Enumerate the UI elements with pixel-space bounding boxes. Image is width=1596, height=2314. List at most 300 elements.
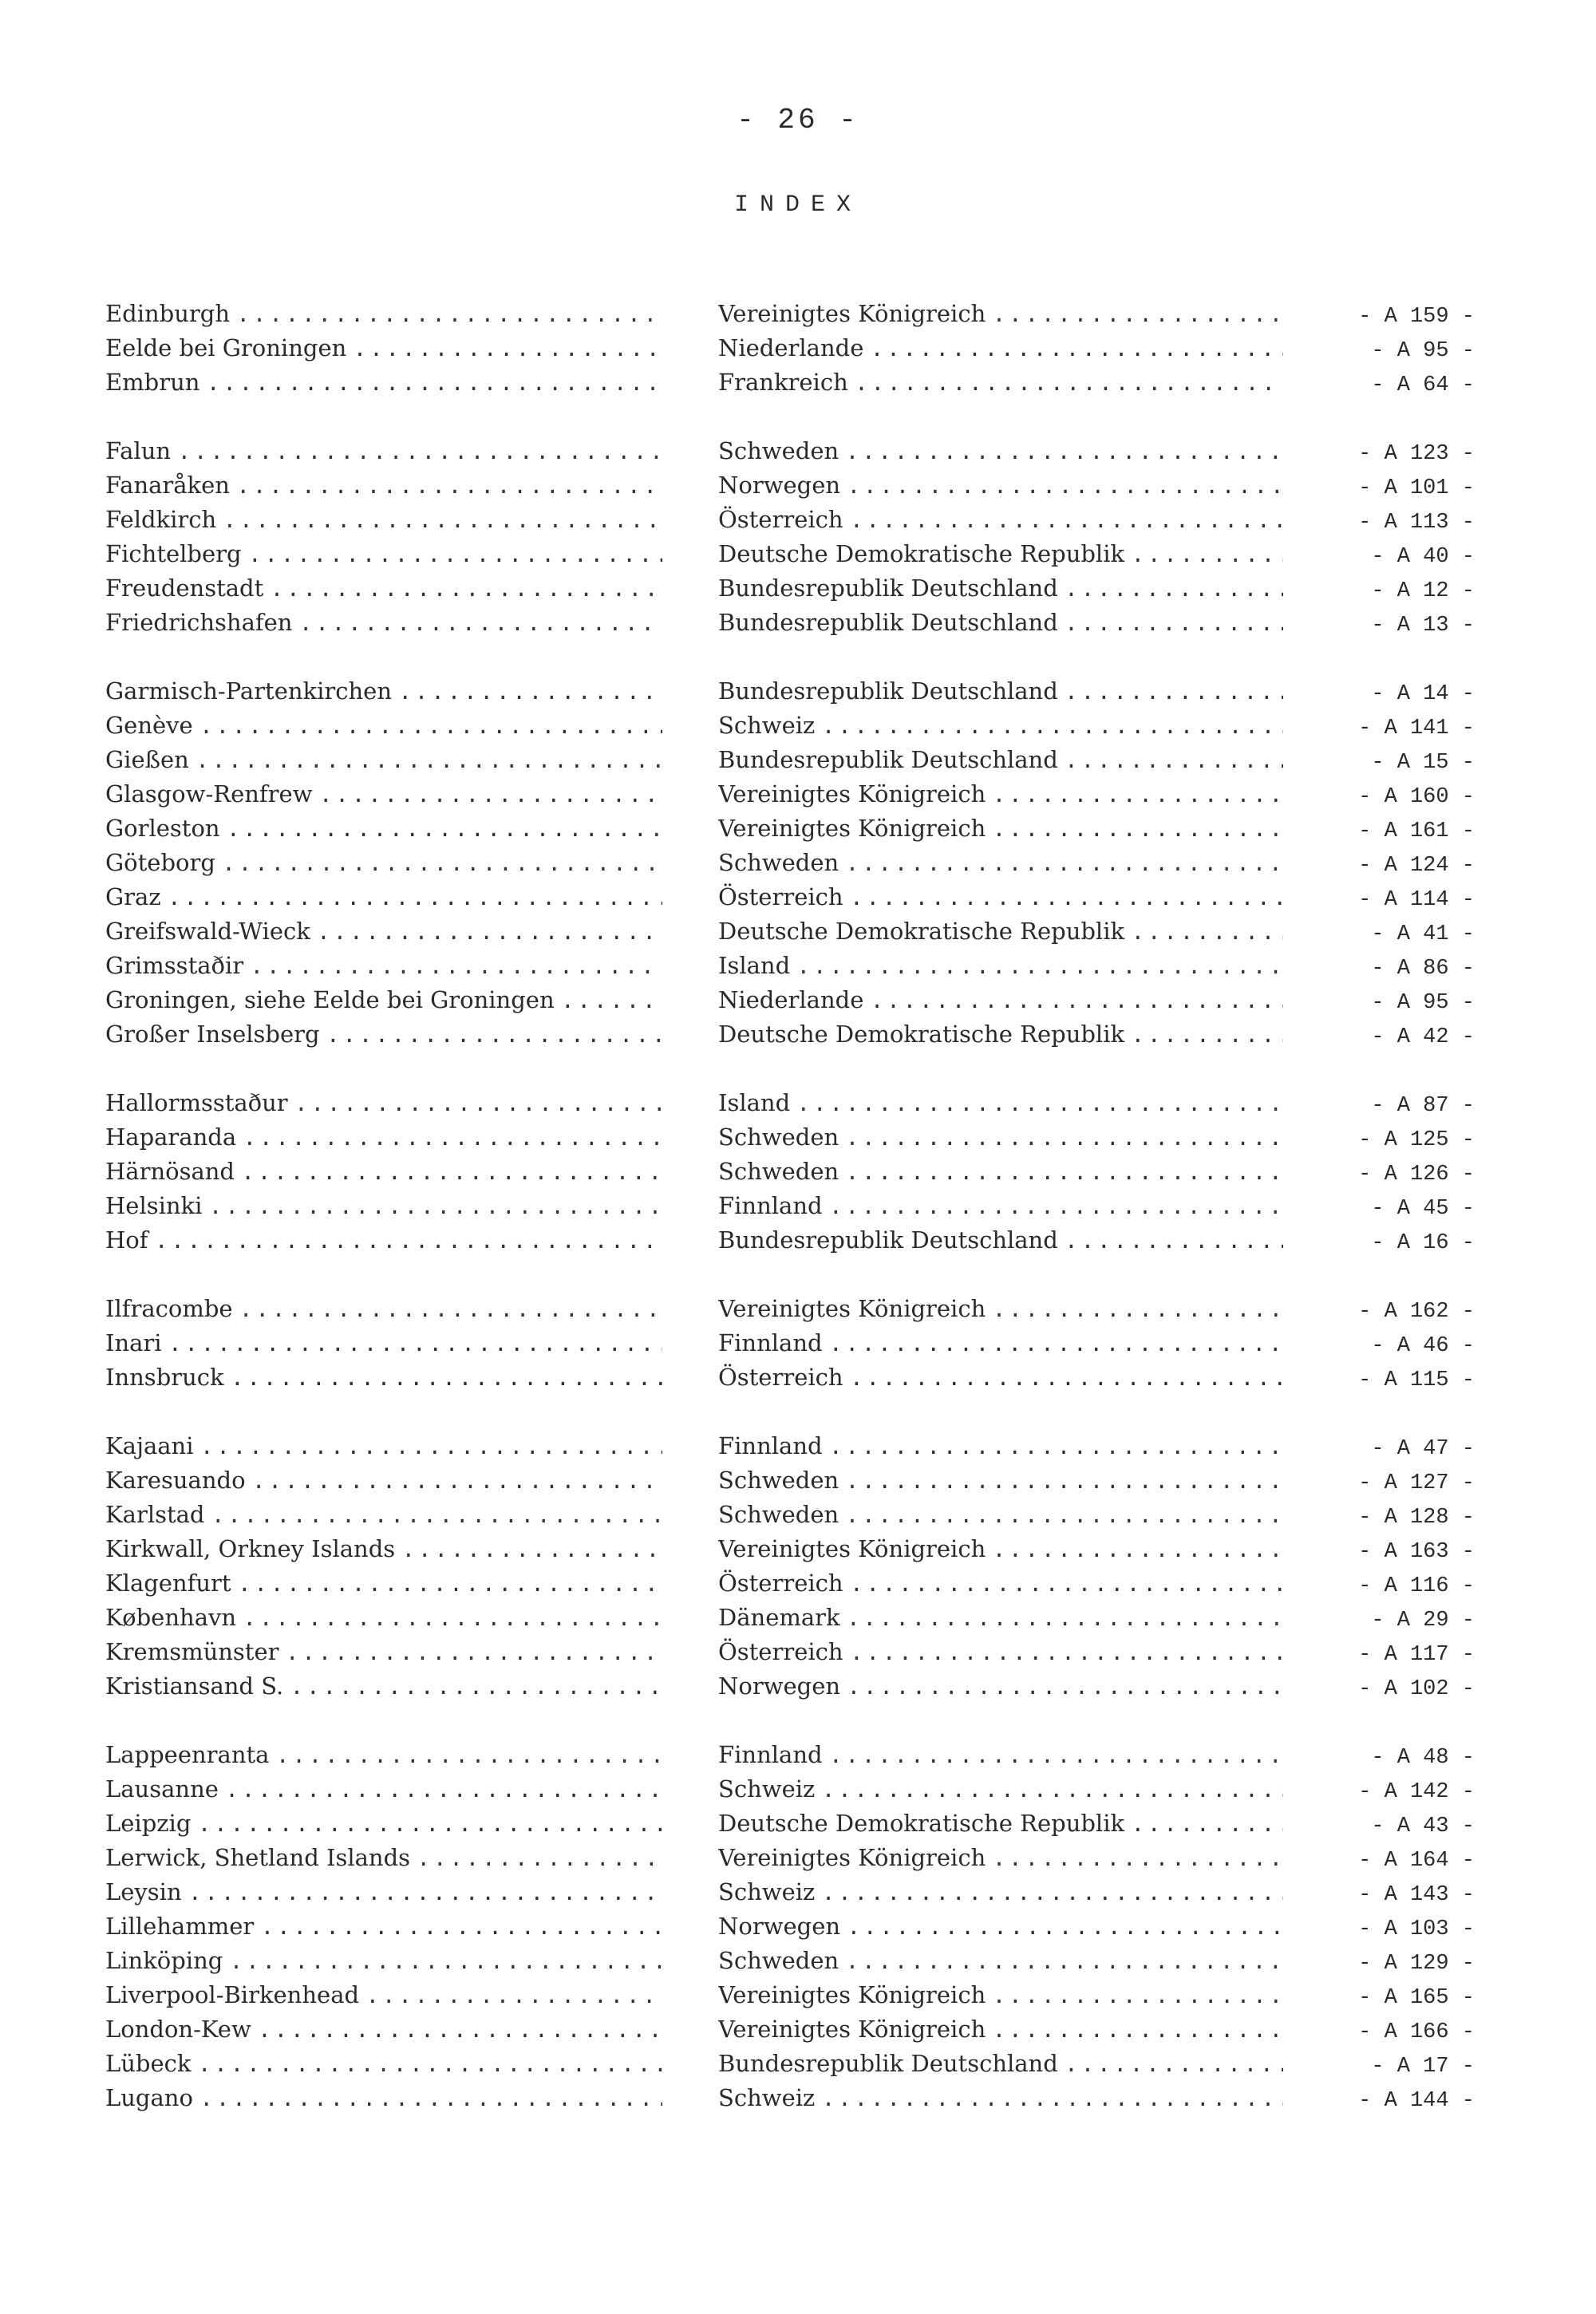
station-code: - A 95 -: [1371, 339, 1475, 363]
dot-leader: [855, 367, 1283, 401]
station-code: - A 144 -: [1358, 2089, 1475, 2113]
dot-leader: [1065, 676, 1283, 710]
dot-leader: [992, 298, 1283, 333]
country-name: Bundesrepublik Deutschland: [718, 2050, 1058, 2077]
index-row: [105, 1429, 1510, 1463]
station-code: - A 29 -: [1371, 1609, 1475, 1633]
index-row: [105, 983, 1510, 1017]
place-name: Edinburgh: [105, 300, 231, 327]
dot-leader: [208, 1191, 662, 1225]
country-cell: [718, 674, 1301, 710]
station-code: - A 163 -: [1358, 1540, 1475, 1564]
station-code: - A 95 -: [1371, 991, 1475, 1015]
place-name: Glasgow-Renfrew: [105, 780, 313, 808]
place-cell: [105, 1189, 680, 1225]
country-cell: [718, 983, 1301, 1019]
place-name: Lausanne: [105, 1775, 219, 1803]
country-cell: [718, 1223, 1301, 1259]
dot-leader: [188, 1877, 662, 1911]
place-name: Liverpool-Birkenhead: [105, 1981, 360, 2008]
country-cell: [718, 1978, 1301, 2014]
dot-leader: [319, 779, 662, 813]
station-code: - A 45 -: [1371, 1197, 1475, 1221]
station-code: - A 103 -: [1358, 1917, 1475, 1941]
country-name: Deutsche Demokratische Republik: [718, 1810, 1125, 1837]
dot-leader: [845, 847, 1283, 882]
dot-leader: [1065, 744, 1283, 779]
place-cell: [105, 571, 680, 607]
country-name: Finnland: [718, 1329, 823, 1356]
place-name: Klagenfurt: [105, 1570, 231, 1597]
place-name: Karlstad: [105, 1501, 205, 1528]
country-cell: [718, 1189, 1301, 1225]
country-name: Schweden: [718, 849, 839, 876]
place-cell: [105, 1360, 680, 1396]
station-code: - A 43 -: [1371, 1814, 1475, 1838]
dot-leader: [250, 950, 662, 985]
place-name: Feldkirch: [105, 506, 217, 533]
index-row: [105, 2012, 1510, 2047]
station-code: - A 124 -: [1358, 854, 1475, 878]
index-row: [105, 709, 1510, 743]
place-name: Kristiansand S.: [105, 1672, 284, 1700]
place-cell: [105, 983, 680, 1019]
station-code: - A 41 -: [1371, 922, 1475, 946]
dot-leader: [168, 882, 662, 916]
station-code: - A 14 -: [1371, 682, 1475, 706]
country-cell: [718, 880, 1301, 916]
dot-leader: [229, 1945, 662, 1980]
place-cell: [105, 846, 680, 882]
place-cell: [105, 1429, 680, 1465]
dot-leader: [200, 710, 662, 744]
place-name: Falun: [105, 437, 172, 464]
index-row: [105, 1841, 1510, 1875]
place-cell: [105, 1669, 680, 1705]
station-code: - A 141 -: [1358, 717, 1475, 740]
place-name: Kajaani: [105, 1432, 194, 1459]
dot-leader: [353, 333, 662, 367]
place-name: Hof: [105, 1226, 148, 1254]
index-row: [105, 1326, 1510, 1360]
place-name: København: [105, 1604, 237, 1631]
country-name: Schweden: [718, 1158, 839, 1185]
country-name: Schweden: [718, 1947, 839, 1974]
country-cell: [718, 1669, 1301, 1705]
station-code: - A 15 -: [1371, 751, 1475, 775]
dot-leader: [200, 2083, 662, 2117]
dot-leader: [243, 1602, 662, 1637]
dot-leader: [243, 1122, 662, 1156]
place-name: Karesuando: [105, 1467, 246, 1494]
place-cell: [105, 1601, 680, 1637]
country-cell: [718, 811, 1301, 847]
index-row: [105, 571, 1510, 606]
place-name: Lübeck: [105, 2050, 192, 2077]
place-name: Lillehammer: [105, 1913, 255, 1940]
dot-leader: [206, 367, 662, 401]
country-cell: [718, 1086, 1301, 1122]
dot-leader: [252, 1465, 662, 1499]
place-cell: [105, 2012, 680, 2048]
country-name: Vereinigtes Königreich: [718, 1535, 986, 1562]
place-name: Göteborg: [105, 849, 215, 876]
dot-leader: [270, 573, 662, 607]
place-cell: [105, 1738, 680, 1774]
dot-leader: [241, 1156, 662, 1191]
country-cell: [718, 1429, 1301, 1465]
place-cell: [105, 1155, 680, 1191]
country-cell: [718, 468, 1301, 504]
place-name: Großer Inselsberg: [105, 1021, 320, 1048]
dot-leader: [154, 1225, 662, 1259]
dot-leader: [238, 1568, 662, 1602]
index-row: [105, 606, 1510, 640]
country-cell: [718, 1360, 1301, 1396]
country-name: Österreich: [718, 1364, 843, 1391]
index-group: [105, 1086, 1510, 1258]
country-name: Finnland: [718, 1741, 823, 1768]
dot-leader: [1131, 539, 1283, 573]
index-row: [105, 1463, 1510, 1498]
dot-leader: [398, 676, 662, 710]
index-row: [105, 1807, 1510, 1841]
place-name: Kirkwall, Orkney Islands: [105, 1535, 396, 1562]
country-name: Österreich: [718, 1638, 843, 1665]
country-name: Niederlande: [718, 986, 864, 1013]
dot-leader: [1065, 2048, 1283, 2083]
place-cell: [105, 1944, 680, 1980]
country-name: Deutsche Demokratische Republik: [718, 918, 1125, 945]
country-cell: [718, 434, 1301, 470]
country-name: Schweden: [718, 437, 839, 464]
index-row: [105, 914, 1510, 949]
country-cell: [718, 949, 1301, 985]
place-name: Genève: [105, 712, 193, 739]
index-row: [105, 880, 1510, 914]
place-name: Ilfracombe: [105, 1295, 233, 1322]
dot-leader: [231, 1362, 662, 1396]
station-code: - A 142 -: [1358, 1780, 1475, 1804]
country-cell: [718, 1017, 1301, 1053]
dot-leader: [223, 504, 662, 539]
station-code: - A 127 -: [1358, 1471, 1475, 1495]
index-row: [105, 743, 1510, 777]
index-row: [105, 537, 1510, 571]
country-name: Norwegen: [718, 1672, 841, 1700]
index-row: [105, 1601, 1510, 1635]
station-code: - A 48 -: [1371, 1746, 1475, 1770]
index-row: [105, 949, 1510, 983]
country-cell: [718, 846, 1301, 882]
country-cell: [718, 2012, 1301, 2048]
place-name: Fanaråken: [105, 472, 230, 499]
country-cell: [718, 606, 1301, 642]
station-code: - A 40 -: [1371, 545, 1475, 569]
index-group: [105, 1292, 1510, 1395]
dot-leader: [850, 1637, 1283, 1671]
dot-leader: [298, 607, 662, 642]
index-row: [105, 1909, 1510, 1944]
dot-leader: [847, 470, 1283, 504]
index-row: [105, 846, 1510, 880]
country-name: Island: [718, 952, 791, 979]
place-name: Härnösand: [105, 1158, 235, 1185]
dot-leader: [258, 2014, 662, 2048]
place-name: London-Kew: [105, 2016, 251, 2043]
dot-leader: [275, 1739, 662, 1774]
index-row: [105, 503, 1510, 537]
station-code: - A 123 -: [1358, 442, 1475, 466]
station-code: - A 164 -: [1358, 1849, 1475, 1873]
country-cell: [718, 1909, 1301, 1945]
place-name: Linköping: [105, 1947, 223, 1974]
country-cell: [718, 503, 1301, 539]
station-code: - A 162 -: [1358, 1300, 1475, 1324]
place-name: Freudenstadt: [105, 575, 264, 602]
index-group: [105, 1429, 1510, 1704]
country-name: Vereinigtes Königreich: [718, 1295, 986, 1322]
country-cell: [718, 914, 1301, 950]
country-name: Dänemark: [718, 1604, 840, 1631]
station-code: - A 116 -: [1358, 1574, 1475, 1598]
station-code: - A 128 -: [1358, 1506, 1475, 1530]
station-code: - A 160 -: [1358, 785, 1475, 809]
country-name: Island: [718, 1089, 791, 1116]
country-cell: [718, 1841, 1301, 1877]
dot-leader: [225, 1774, 662, 1808]
dot-leader: [870, 985, 1283, 1019]
place-cell: [105, 777, 680, 813]
index-group: [105, 434, 1510, 640]
country-name: Schweiz: [718, 1878, 816, 1905]
station-code: - A 86 -: [1371, 957, 1475, 981]
index-row: [105, 331, 1510, 365]
place-cell: [105, 1532, 680, 1568]
country-cell: [718, 2081, 1301, 2117]
place-cell: [105, 1120, 680, 1156]
dot-leader: [796, 1088, 1283, 1122]
country-name: Finnland: [718, 1432, 823, 1459]
dot-leader: [821, 2083, 1283, 2117]
country-cell: [718, 297, 1301, 333]
station-code: - A 101 -: [1358, 476, 1475, 500]
index-row: [105, 811, 1510, 846]
station-code: - A 166 -: [1358, 2020, 1475, 2044]
place-name: Lerwick, Shetland Islands: [105, 1844, 411, 1871]
index-row: [105, 674, 1510, 709]
country-cell: [718, 2047, 1301, 2083]
country-name: Deutsche Demokratische Republik: [718, 540, 1125, 567]
index-row: [105, 297, 1510, 331]
place-name: Haparanda: [105, 1123, 237, 1151]
country-name: Vereinigtes Königreich: [718, 1981, 986, 2008]
place-cell: [105, 2081, 680, 2117]
dot-leader: [845, 1465, 1283, 1499]
place-cell: [105, 1086, 680, 1122]
index-row: [105, 2047, 1510, 2081]
place-name: Gießen: [105, 746, 189, 773]
dot-leader: [200, 1431, 662, 1465]
place-cell: [105, 674, 680, 710]
country-name: Schweden: [718, 1501, 839, 1528]
station-code: - A 117 -: [1358, 1643, 1475, 1667]
index-row: [105, 1017, 1510, 1052]
country-name: Österreich: [718, 883, 843, 910]
place-name: Leipzig: [105, 1810, 192, 1837]
index-group: [105, 674, 1510, 1052]
country-cell: [718, 1807, 1301, 1842]
dot-leader: [992, 1534, 1283, 1568]
station-code: - A 17 -: [1371, 2055, 1475, 2079]
place-cell: [105, 297, 680, 333]
station-code: - A 87 -: [1371, 1094, 1475, 1118]
place-cell: [105, 1292, 680, 1328]
dot-leader: [239, 1293, 662, 1328]
dot-leader: [821, 1774, 1283, 1808]
index-row: [105, 434, 1510, 468]
dot-leader: [317, 916, 662, 950]
country-name: Finnland: [718, 1192, 823, 1219]
country-cell: [718, 1772, 1301, 1808]
place-cell: [105, 1463, 680, 1499]
place-name: Innsbruck: [105, 1364, 224, 1391]
index-row: [105, 365, 1510, 400]
dot-leader: [850, 882, 1283, 916]
station-code: - A 165 -: [1358, 1986, 1475, 2010]
page-number: - 26 -: [737, 104, 859, 136]
dot-leader: [227, 813, 662, 847]
country-cell: [718, 709, 1301, 744]
dot-leader: [992, 1842, 1283, 1877]
place-cell: [105, 606, 680, 642]
place-name: Eelde bei Groningen: [105, 334, 347, 361]
place-name: Gorleston: [105, 815, 220, 842]
index-row: [105, 1292, 1510, 1326]
index-row: [105, 468, 1510, 503]
country-cell: [718, 1875, 1301, 1911]
dot-leader: [829, 1431, 1283, 1465]
dot-leader: [286, 1637, 663, 1671]
station-code: - A 159 -: [1358, 305, 1475, 329]
dot-leader: [845, 1945, 1283, 1980]
place-cell: [105, 1017, 680, 1053]
dot-leader: [992, 813, 1283, 847]
station-code: - A 16 -: [1371, 1231, 1475, 1255]
dot-leader: [845, 1122, 1283, 1156]
place-cell: [105, 1807, 680, 1842]
country-name: Schweiz: [718, 1775, 816, 1803]
dot-leader: [1065, 607, 1283, 642]
index-table: [105, 297, 1510, 2150]
dot-leader: [821, 710, 1283, 744]
place-name: Hallormsstaður: [105, 1089, 288, 1116]
station-code: - A 115 -: [1358, 1368, 1475, 1392]
country-name: Bundesrepublik Deutschland: [718, 1226, 1058, 1254]
station-code: - A 13 -: [1371, 614, 1475, 638]
dot-leader: [829, 1328, 1283, 1362]
dot-leader: [236, 298, 662, 333]
dot-leader: [850, 504, 1283, 539]
dot-leader: [211, 1499, 662, 1534]
index-group: [105, 297, 1510, 400]
index-row: [105, 1086, 1510, 1120]
place-cell: [105, 1909, 680, 1945]
place-cell: [105, 434, 680, 470]
country-name: Deutsche Demokratische Republik: [718, 1021, 1125, 1048]
index-row: [105, 1155, 1510, 1189]
index-title: INDEX: [733, 192, 862, 219]
place-name: Greifswald-Wieck: [105, 918, 310, 945]
index-group: [105, 1738, 1510, 2115]
dot-leader: [177, 436, 662, 470]
dot-leader: [1131, 1019, 1283, 1053]
country-name: Bundesrepublik Deutschland: [718, 575, 1058, 602]
dot-leader: [796, 950, 1283, 985]
country-name: Schweden: [718, 1467, 839, 1494]
country-name: Vereinigtes Königreich: [718, 780, 986, 808]
dot-leader: [845, 1499, 1283, 1534]
country-name: Niederlande: [718, 334, 864, 361]
country-name: Bundesrepublik Deutschland: [718, 609, 1058, 636]
dot-leader: [236, 470, 662, 504]
index-row: [105, 2081, 1510, 2115]
dot-leader: [196, 744, 662, 779]
country-name: Österreich: [718, 1570, 843, 1597]
country-cell: [718, 1566, 1301, 1602]
dot-leader: [168, 1328, 662, 1362]
index-row: [105, 1532, 1510, 1566]
station-code: - A 42 -: [1371, 1025, 1475, 1049]
place-cell: [105, 709, 680, 744]
country-cell: [718, 777, 1301, 813]
place-name: Fichtelberg: [105, 540, 242, 567]
index-row: [105, 1669, 1510, 1704]
country-name: Schweden: [718, 1123, 839, 1151]
dot-leader: [845, 1156, 1283, 1191]
station-code: - A 64 -: [1371, 373, 1475, 397]
place-cell: [105, 1223, 680, 1259]
place-cell: [105, 365, 680, 401]
index-row: [105, 1875, 1510, 1909]
place-cell: [105, 949, 680, 985]
dot-leader: [365, 1980, 662, 2014]
place-name: Garmisch-Partenkirchen: [105, 677, 393, 705]
dot-leader: [197, 1808, 662, 1842]
country-name: Bundesrepublik Deutschland: [718, 677, 1058, 705]
dot-leader: [222, 847, 662, 882]
dot-leader: [847, 1671, 1283, 1705]
country-name: Norwegen: [718, 472, 841, 499]
country-name: Vereinigtes Königreich: [718, 815, 986, 842]
country-cell: [718, 1292, 1301, 1328]
place-cell: [105, 1566, 680, 1602]
place-cell: [105, 914, 680, 950]
place-cell: [105, 1978, 680, 2014]
dot-leader: [326, 1019, 662, 1053]
dot-leader: [197, 2048, 662, 2083]
place-cell: [105, 537, 680, 573]
dot-leader: [845, 436, 1283, 470]
place-name: Inari: [105, 1329, 162, 1356]
station-code: - A 12 -: [1371, 579, 1475, 603]
place-name: Graz: [105, 883, 161, 910]
dot-leader: [847, 1602, 1283, 1637]
index-row: [105, 1566, 1510, 1601]
dot-leader: [401, 1534, 662, 1568]
dot-leader: [1065, 1225, 1283, 1259]
station-code: - A 102 -: [1358, 1677, 1475, 1701]
